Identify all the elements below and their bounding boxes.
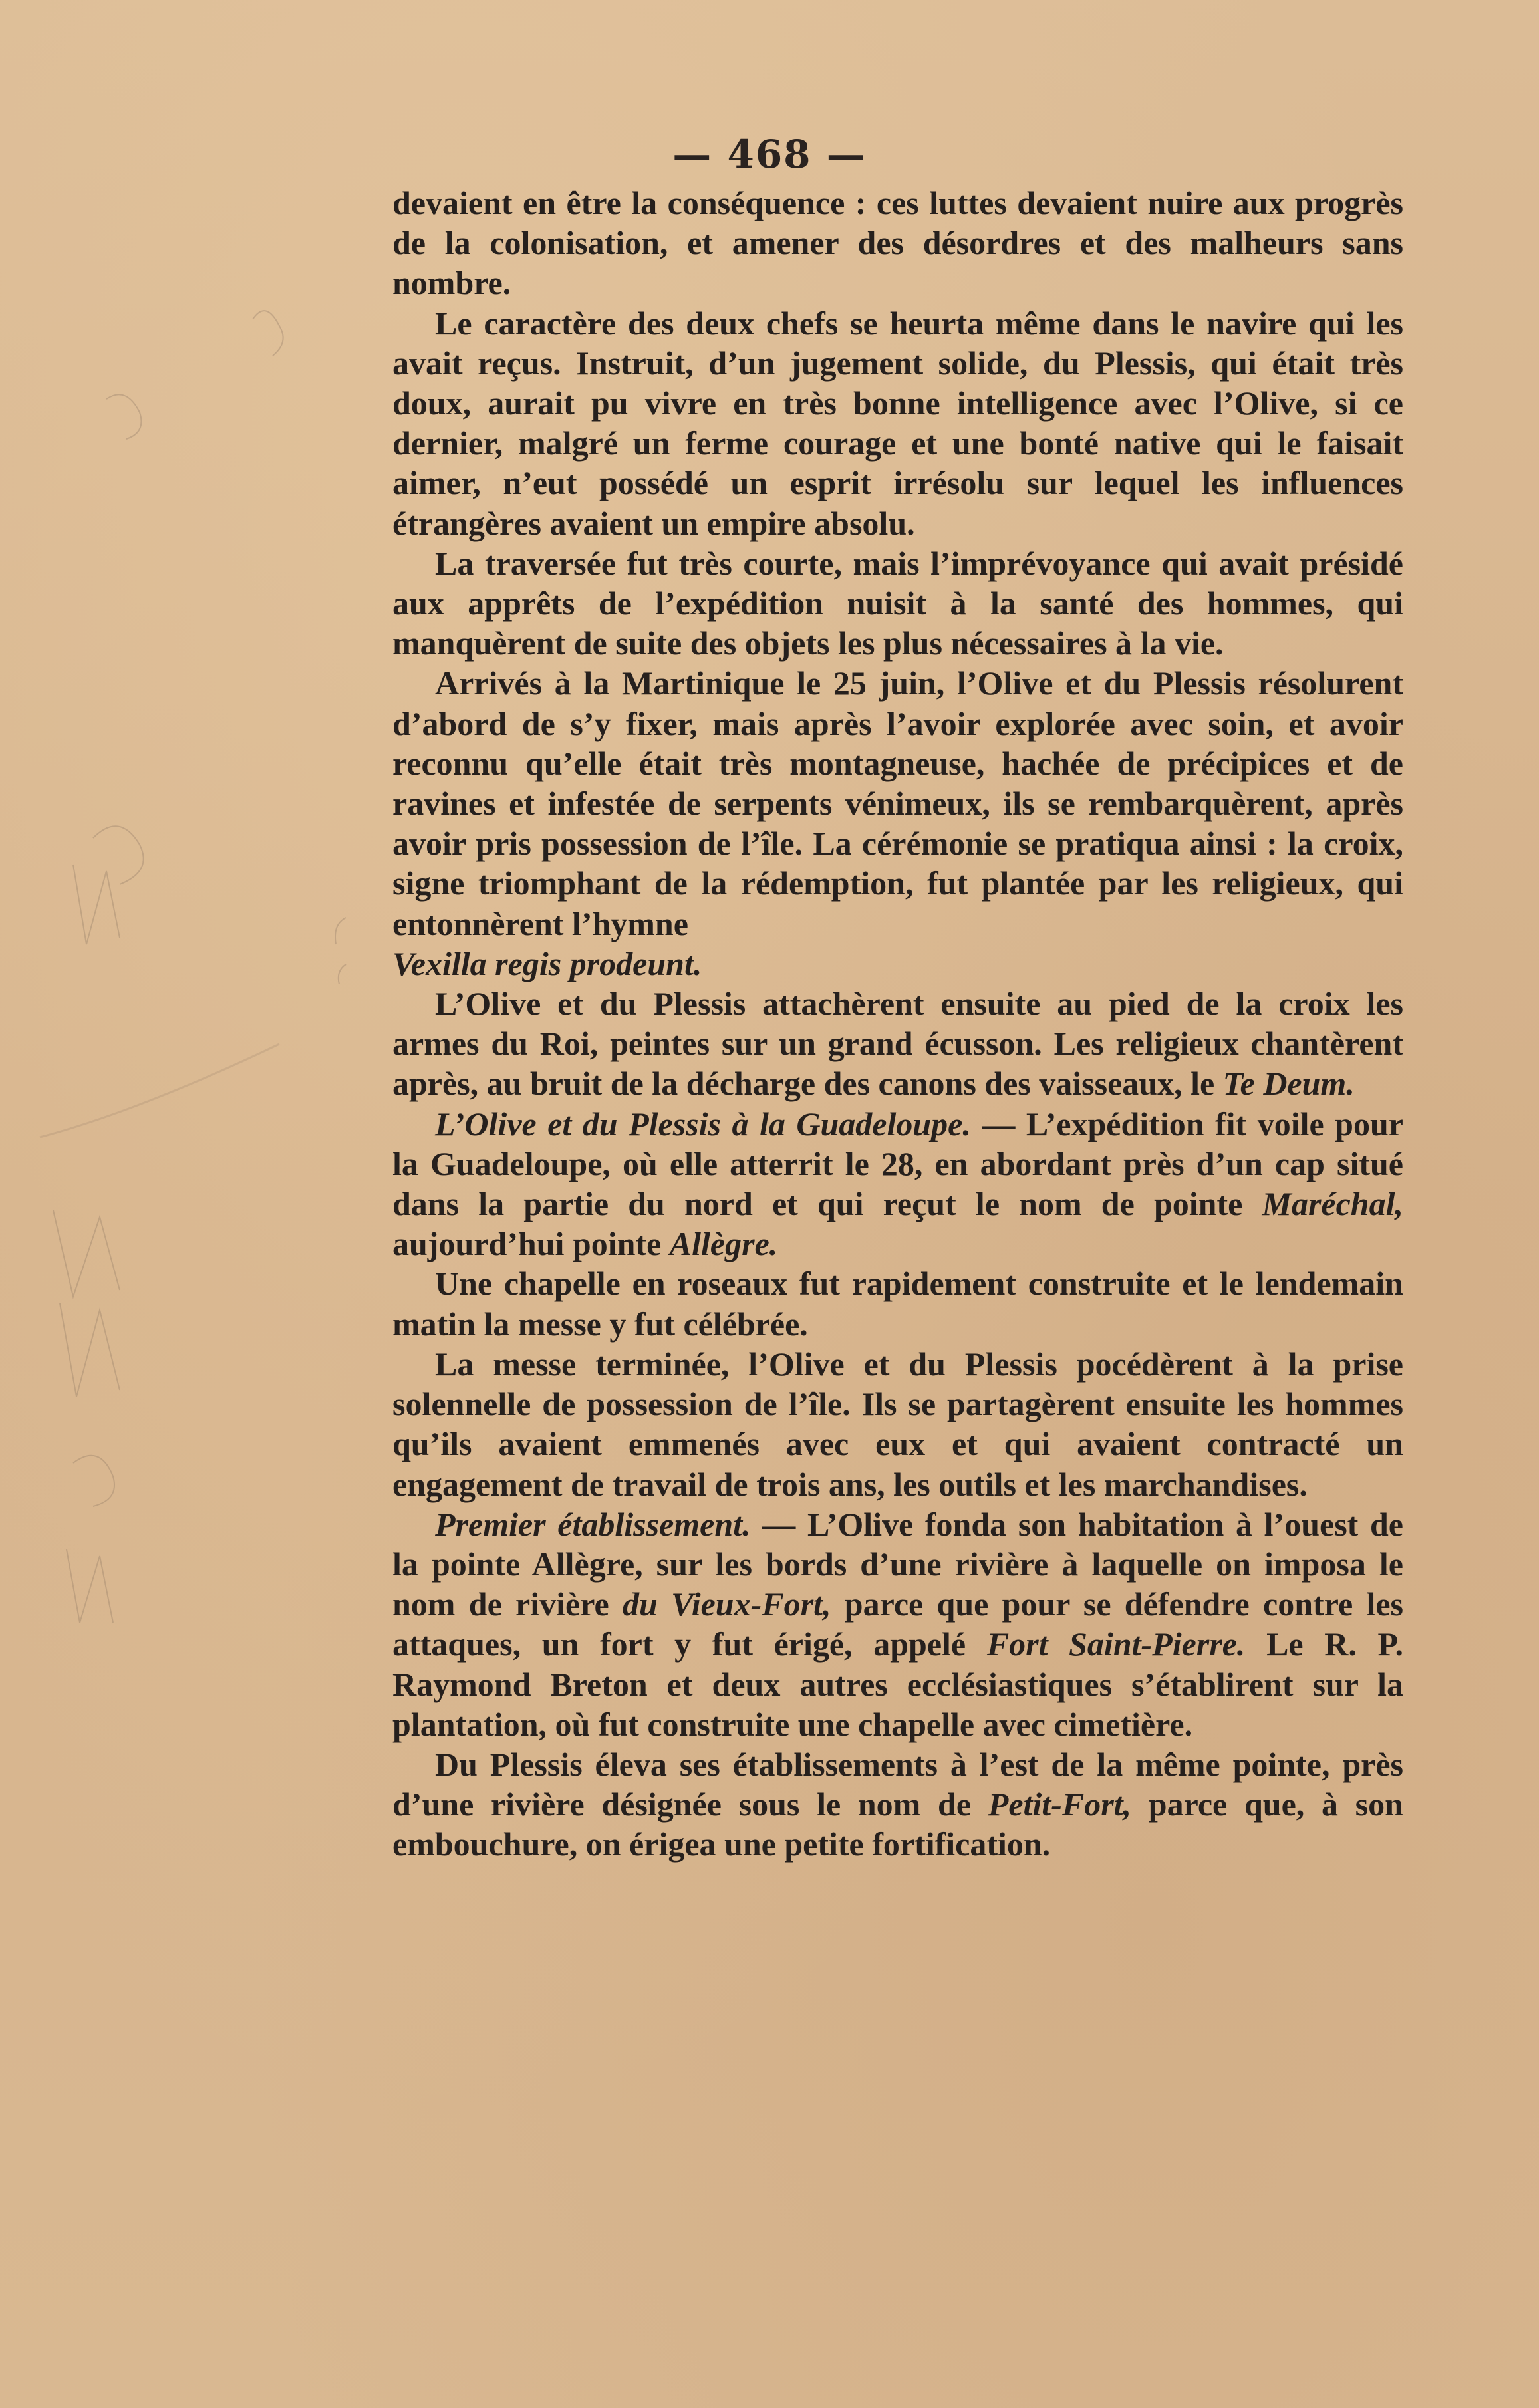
paragraph-text: parce que, à son embouchure, on érigea une petite fortification. bbox=[392, 1786, 1403, 1863]
paragraph bbox=[392, 183, 1403, 303]
paragraph-text: aujourd’hui pointe bbox=[392, 1225, 670, 1263]
italic-phrase: Te Deum. bbox=[1222, 1065, 1355, 1103]
italic-phrase: du Vieux-Fort, bbox=[623, 1585, 831, 1623]
paragraph bbox=[392, 543, 1403, 664]
paragraph bbox=[392, 984, 1403, 1104]
paragraph-text: parce que pour se défendre contre les attaques, un fort y fut érigé, appelé bbox=[392, 1585, 1404, 1663]
paragraph bbox=[392, 663, 1403, 943]
italic-phrase: Fort Saint-Pierre. bbox=[986, 1625, 1246, 1663]
paragraph-text: Du Plessis éleva ses établissements à l’est de la même pointe, près d’une rivière désignée sous le nom de bbox=[392, 1745, 1403, 1823]
paragraph bbox=[392, 1344, 1403, 1504]
paragraph bbox=[392, 1504, 1403, 1744]
margin-pencil-marks bbox=[0, 0, 372, 2408]
paragraph bbox=[392, 944, 1403, 984]
body-text bbox=[392, 183, 1403, 1865]
paragraph bbox=[392, 303, 1403, 543]
paragraph bbox=[392, 1104, 1403, 1264]
paragraph-text: La traversée fut très courte, mais l’imprévoyance qui avait présidé aux apprêts de l’expédition nuisit à la santé des hommes, qui manquèrent de suite des objets les plus nécessaires à la vie. bbox=[392, 544, 1403, 662]
paragraph-text: — L’Olive fonda son habitation à l’ouest de la pointe Allègre, sur les bords d’une rivière à laquelle on imposa le nom de rivière bbox=[392, 1505, 1404, 1623]
page-number: — 468 — bbox=[672, 132, 867, 177]
italic-phrase: Petit-Fort, bbox=[988, 1786, 1132, 1823]
paragraph-text: devaient en être la conséquence : ces luttes devaient nuire aux progrès de la colonisation, et amener des désordres et des malheurs sans nombre. bbox=[392, 184, 1403, 302]
paragraph-text: La messe terminée, l’Olive et du Plessis pocédèrent à la prise solennelle de possession de l’île. Ils se partagèrent ensuite les hommes qu’ils avaient emmenés avec eux et qui avaient contracté un engagement de travail de trois ans, les outils et les marchandises. bbox=[392, 1345, 1403, 1503]
section-heading: L’Olive et du Plessis à la Guadeloupe. bbox=[435, 1105, 971, 1142]
paragraph-text: Le caractère des deux chefs se heurta même dans le navire qui les avait reçus. Instruit, d’un jugement solide, du Plessis, qui était très doux, aurait pu vivre en très bonne intelligence avec l’Olive, si ce dernier, malgré un ferme courage et une bonté native qui le faisait aimer, n’eut possédé un esprit irrésolu sur lequel les influences étrangères avaient un empire absolu. bbox=[392, 304, 1403, 542]
paragraph bbox=[392, 1744, 1403, 1865]
italic-phrase: Allègre. bbox=[669, 1225, 778, 1263]
paragraph-text: L’Olive et du Plessis attachèrent ensuite au pied de la croix les armes du Roi, peintes sur un grand écusson. Les religieux chantèrent après, au bruit de la décharge des canons des vaisseaux, le bbox=[392, 985, 1403, 1103]
paragraph-text: Arrivés à la Martinique le 25 juin, l’Olive et du Plessis résolurent d’abord de s’y fixer, mais après l’avoir explorée avec soin, et avoir reconnu qu’elle était très montagneuse, hachée de précipices et de ravines et infestée de serpents vénimeux, ils se rembarquèrent, après avoir pris possession de l’île. La cérémonie se pratiqua ainsi : la croix, signe triomphant de la rédemption, fut plantée par les religieux, qui entonnèrent l’hymne bbox=[392, 664, 1403, 942]
section-heading: Premier établissement. bbox=[435, 1505, 751, 1543]
paragraph-text: — L’expédition fit voile pour la Guadeloupe, où elle atterrit le 28, en abordant près d’un cap situé dans la partie du nord et qui reçut le nom de pointe bbox=[392, 1105, 1403, 1223]
paragraph-text: Une chapelle en roseaux fut rapidement construite et le lendemain matin la messe y fut célébrée. bbox=[392, 1265, 1403, 1343]
italic-phrase: Maréchal, bbox=[1262, 1185, 1403, 1223]
paragraph-text: Le R. P. Raymond Breton et deux autres ecclésiastiques s’établirent sur la plantation, où fut construite une chapelle avec cimetière. bbox=[392, 1625, 1404, 1743]
hymn-title: Vexilla regis prodeunt. bbox=[392, 944, 702, 982]
paragraph bbox=[392, 1264, 1403, 1343]
